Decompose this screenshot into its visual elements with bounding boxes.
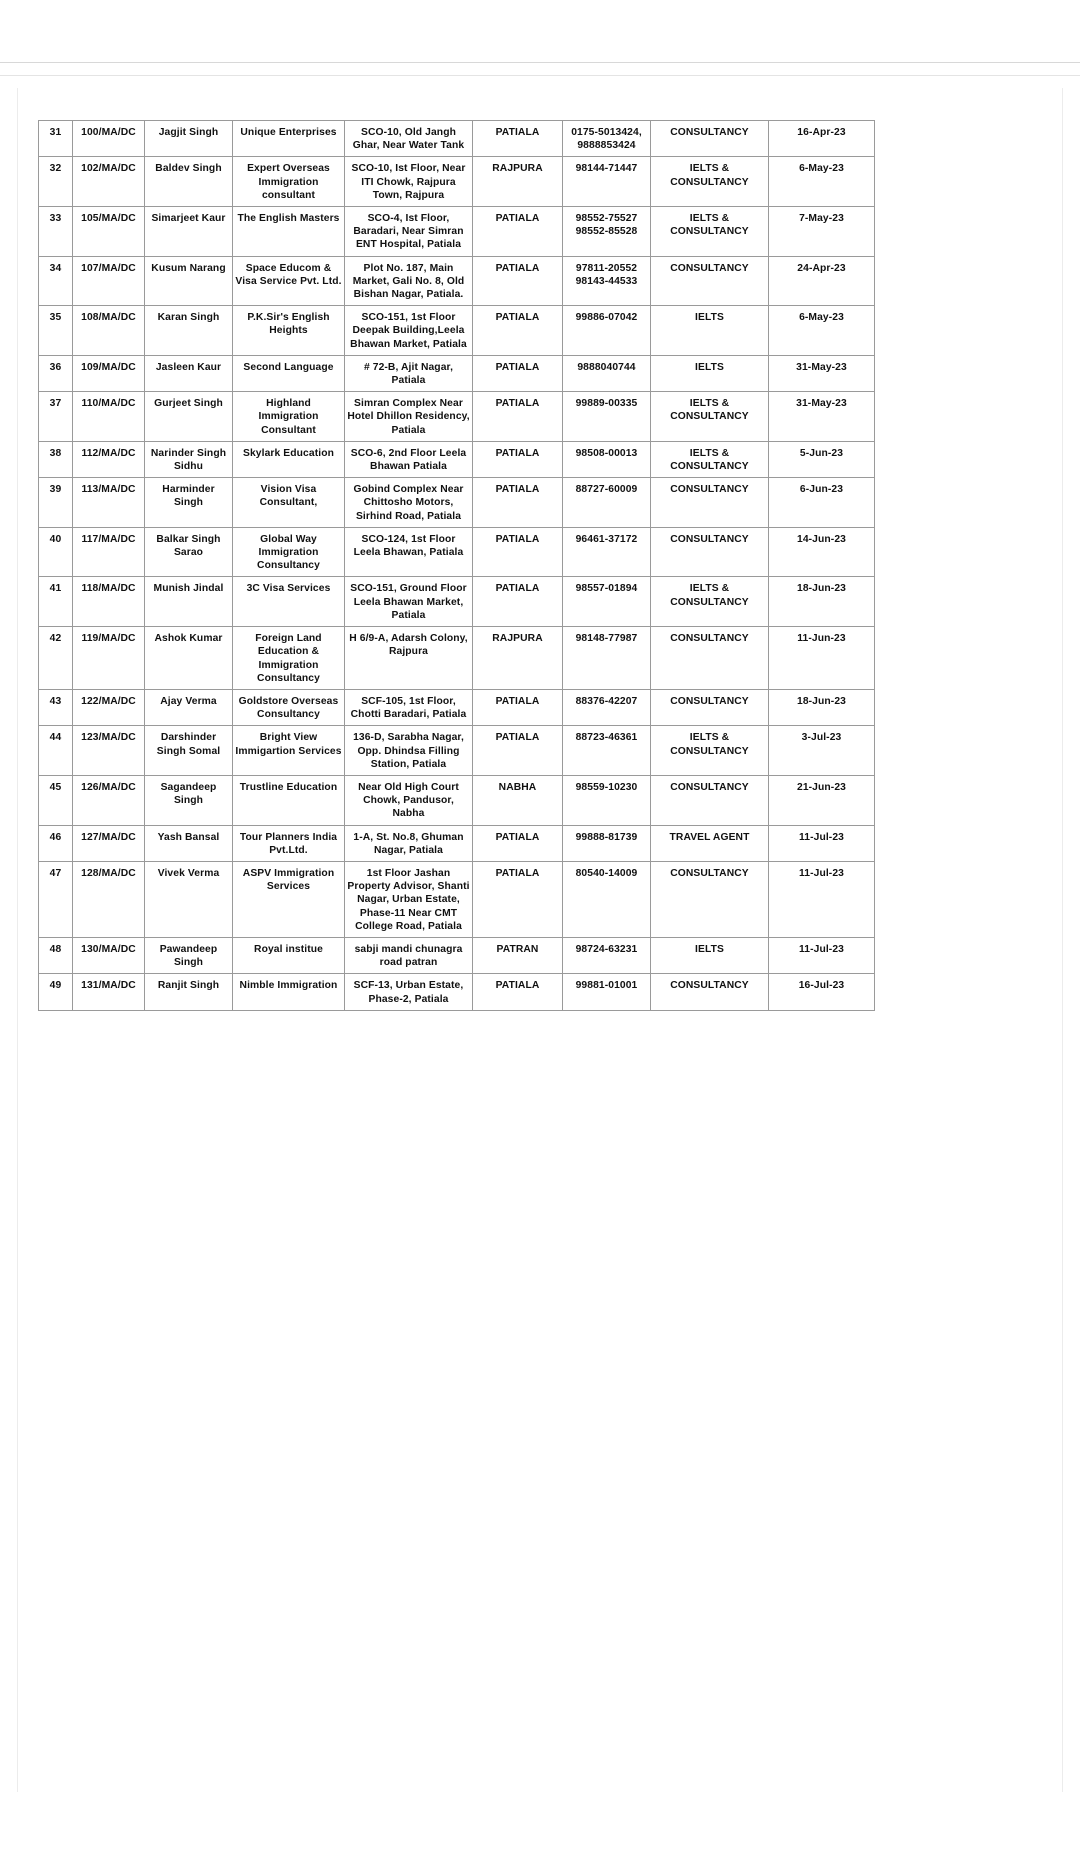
cell-person-name: Munish Jindal — [145, 577, 233, 627]
cell-city: PATRAN — [473, 937, 563, 973]
cell-person-name: Jagjit Singh — [145, 121, 233, 157]
cell-city: PATIALA — [473, 726, 563, 776]
page-margin-line-left — [17, 88, 18, 1792]
cell-service: TRAVEL AGENT — [651, 825, 769, 861]
cell-address: sabji mandi chunagra road patran — [345, 937, 473, 973]
cell-service: CONSULTANCY — [651, 775, 769, 825]
cell-address: SCF-13, Urban Estate, Phase-2, Patiala — [345, 974, 473, 1010]
cell-phone: 88723-46361 — [563, 726, 651, 776]
cell-city: RAJPURA — [473, 627, 563, 690]
cell-person-name: Simarjeet Kaur — [145, 207, 233, 257]
cell-service: IELTS — [651, 355, 769, 391]
cell-firm-name: Royal institue — [233, 937, 345, 973]
cell-firm-name: Global Way Immigration Consultancy — [233, 527, 345, 577]
table-row — [39, 937, 875, 973]
cell-phone: 99881-01001 — [563, 974, 651, 1010]
table-row — [39, 726, 875, 776]
cell-person-name: Jasleen Kaur — [145, 355, 233, 391]
cell-registration-no: 109/MA/DC — [73, 355, 145, 391]
cell-phone: 0175-5013424, 9888853424 — [563, 121, 651, 157]
table-row — [39, 355, 875, 391]
cell-city: PATIALA — [473, 825, 563, 861]
cell-date: 6-May-23 — [769, 306, 875, 356]
cell-person-name: Narinder Singh Sidhu — [145, 441, 233, 477]
table-row — [39, 775, 875, 825]
cell-date: 11-Jul-23 — [769, 825, 875, 861]
cell-date: 5-Jun-23 — [769, 441, 875, 477]
cell-service: CONSULTANCY — [651, 121, 769, 157]
cell-sr-no: 35 — [39, 306, 73, 356]
cell-sr-no: 39 — [39, 478, 73, 528]
table-row — [39, 825, 875, 861]
cell-city: PATIALA — [473, 392, 563, 442]
cell-sr-no: 42 — [39, 627, 73, 690]
cell-sr-no: 48 — [39, 937, 73, 973]
table-row — [39, 256, 875, 306]
cell-date: 11-Jul-23 — [769, 861, 875, 937]
cell-firm-name: Unique Enterprises — [233, 121, 345, 157]
cell-person-name: Ranjit Singh — [145, 974, 233, 1010]
cell-city: PATIALA — [473, 577, 563, 627]
cell-service: CONSULTANCY — [651, 527, 769, 577]
cell-address: # 72-B, Ajit Nagar, Patiala — [345, 355, 473, 391]
cell-date: 18-Jun-23 — [769, 577, 875, 627]
cell-registration-no: 123/MA/DC — [73, 726, 145, 776]
table-row — [39, 306, 875, 356]
cell-sr-no: 33 — [39, 207, 73, 257]
table-row — [39, 974, 875, 1010]
cell-person-name: Darshinder Singh Somal — [145, 726, 233, 776]
cell-person-name: Harminder Singh — [145, 478, 233, 528]
cell-person-name: Balkar Singh Sarao — [145, 527, 233, 577]
registration-table-body — [39, 121, 875, 1011]
cell-service: CONSULTANCY — [651, 689, 769, 725]
cell-service: CONSULTANCY — [651, 478, 769, 528]
cell-firm-name: Tour Planners India Pvt.Ltd. — [233, 825, 345, 861]
cell-sr-no: 38 — [39, 441, 73, 477]
cell-person-name: Vivek Verma — [145, 861, 233, 937]
table-row — [39, 527, 875, 577]
cell-address: 1st Floor Jashan Property Advisor, Shanti Nagar, Urban Estate, Phase-11 Near CMT College Road, Patiala — [345, 861, 473, 937]
cell-service: CONSULTANCY — [651, 861, 769, 937]
cell-registration-no: 127/MA/DC — [73, 825, 145, 861]
cell-registration-no: 105/MA/DC — [73, 207, 145, 257]
cell-sr-no: 37 — [39, 392, 73, 442]
cell-registration-no: 108/MA/DC — [73, 306, 145, 356]
cell-registration-no: 110/MA/DC — [73, 392, 145, 442]
cell-firm-name: The English Masters — [233, 207, 345, 257]
cell-phone: 98552-75527 98552-85528 — [563, 207, 651, 257]
cell-date: 16-Apr-23 — [769, 121, 875, 157]
cell-registration-no: 100/MA/DC — [73, 121, 145, 157]
cell-address: SCO-10, Ist Floor, Near ITI Chowk, Rajpura Town, Rajpura — [345, 157, 473, 207]
cell-phone: 99889-00335 — [563, 392, 651, 442]
cell-registration-no: 112/MA/DC — [73, 441, 145, 477]
cell-registration-no: 118/MA/DC — [73, 577, 145, 627]
cell-registration-no: 119/MA/DC — [73, 627, 145, 690]
cell-sr-no: 49 — [39, 974, 73, 1010]
cell-phone: 98148-77987 — [563, 627, 651, 690]
cell-firm-name: Highland Immigration Consultant — [233, 392, 345, 442]
cell-firm-name: 3C Visa Services — [233, 577, 345, 627]
cell-address: SCO-4, Ist Floor, Baradari, Near Simran ENT Hospital, Patiala — [345, 207, 473, 257]
cell-date: 31-May-23 — [769, 355, 875, 391]
cell-phone: 88376-42207 — [563, 689, 651, 725]
cell-phone: 98557-01894 — [563, 577, 651, 627]
cell-city: PATIALA — [473, 478, 563, 528]
cell-address: 136-D, Sarabha Nagar, Opp. Dhindsa Filling Station, Patiala — [345, 726, 473, 776]
cell-city: PATIALA — [473, 355, 563, 391]
table-row — [39, 392, 875, 442]
cell-city: PATIALA — [473, 974, 563, 1010]
registration-table — [38, 120, 875, 1011]
cell-phone: 97811-20552 98143-44533 — [563, 256, 651, 306]
cell-firm-name: Expert Overseas Immigration consultant — [233, 157, 345, 207]
cell-date: 21-Jun-23 — [769, 775, 875, 825]
cell-date: 11-Jun-23 — [769, 627, 875, 690]
cell-address: 1-A, St. No.8, Ghuman Nagar, Patiala — [345, 825, 473, 861]
cell-sr-no: 45 — [39, 775, 73, 825]
cell-address: SCO-151, 1st Floor Deepak Building,Leela Bhawan Market, Patiala — [345, 306, 473, 356]
cell-sr-no: 43 — [39, 689, 73, 725]
cell-service: IELTS & CONSULTANCY — [651, 441, 769, 477]
cell-address: SCO-10, Old Jangh Ghar, Near Water Tank — [345, 121, 473, 157]
cell-registration-no: 113/MA/DC — [73, 478, 145, 528]
cell-sr-no: 31 — [39, 121, 73, 157]
cell-firm-name: Nimble Immigration — [233, 974, 345, 1010]
cell-sr-no: 47 — [39, 861, 73, 937]
cell-firm-name: P.K.Sir's English Heights — [233, 306, 345, 356]
cell-address: SCO-124, 1st Floor Leela Bhawan, Patiala — [345, 527, 473, 577]
cell-city: RAJPURA — [473, 157, 563, 207]
cell-city: PATIALA — [473, 207, 563, 257]
page-top-rule-lower — [0, 75, 1080, 76]
cell-person-name: Pawandeep Singh — [145, 937, 233, 973]
cell-date: 31-May-23 — [769, 392, 875, 442]
cell-firm-name: Goldstore Overseas Consultancy — [233, 689, 345, 725]
cell-address: Near Old High Court Chowk, Pandusor, Nabha — [345, 775, 473, 825]
cell-date: 24-Apr-23 — [769, 256, 875, 306]
cell-date: 7-May-23 — [769, 207, 875, 257]
cell-date: 11-Jul-23 — [769, 937, 875, 973]
cell-sr-no: 34 — [39, 256, 73, 306]
cell-address: Simran Complex Near Hotel Dhillon Residency, Patiala — [345, 392, 473, 442]
cell-date: 16-Jul-23 — [769, 974, 875, 1010]
cell-service: CONSULTANCY — [651, 974, 769, 1010]
table-row — [39, 157, 875, 207]
cell-service: IELTS & CONSULTANCY — [651, 207, 769, 257]
table-row — [39, 478, 875, 528]
cell-phone: 99886-07042 — [563, 306, 651, 356]
cell-date: 14-Jun-23 — [769, 527, 875, 577]
cell-sr-no: 32 — [39, 157, 73, 207]
cell-person-name: Yash Bansal — [145, 825, 233, 861]
table-row — [39, 121, 875, 157]
cell-person-name: Baldev Singh — [145, 157, 233, 207]
table-row — [39, 441, 875, 477]
cell-sr-no: 36 — [39, 355, 73, 391]
cell-city: PATIALA — [473, 689, 563, 725]
cell-service: IELTS & CONSULTANCY — [651, 392, 769, 442]
page-margin-line-right — [1062, 88, 1063, 1792]
cell-date: 6-May-23 — [769, 157, 875, 207]
cell-sr-no: 40 — [39, 527, 73, 577]
registration-table-container — [38, 120, 874, 1011]
cell-firm-name: Bright View Immigartion Services — [233, 726, 345, 776]
cell-person-name: Ashok Kumar — [145, 627, 233, 690]
table-row — [39, 689, 875, 725]
cell-city: PATIALA — [473, 527, 563, 577]
cell-sr-no: 44 — [39, 726, 73, 776]
cell-person-name: Karan Singh — [145, 306, 233, 356]
cell-registration-no: 131/MA/DC — [73, 974, 145, 1010]
cell-sr-no: 46 — [39, 825, 73, 861]
cell-city: PATIALA — [473, 861, 563, 937]
cell-phone: 98508-00013 — [563, 441, 651, 477]
cell-phone: 98144-71447 — [563, 157, 651, 207]
table-row — [39, 207, 875, 257]
cell-registration-no: 102/MA/DC — [73, 157, 145, 207]
cell-person-name: Gurjeet Singh — [145, 392, 233, 442]
table-row — [39, 627, 875, 690]
cell-registration-no: 128/MA/DC — [73, 861, 145, 937]
cell-service: IELTS — [651, 937, 769, 973]
cell-firm-name: Space Educom & Visa Service Pvt. Ltd. — [233, 256, 345, 306]
cell-date: 6-Jun-23 — [769, 478, 875, 528]
cell-phone: 99888-81739 — [563, 825, 651, 861]
cell-person-name: Sagandeep Singh — [145, 775, 233, 825]
cell-service: IELTS & CONSULTANCY — [651, 577, 769, 627]
cell-service: IELTS — [651, 306, 769, 356]
cell-service: IELTS & CONSULTANCY — [651, 726, 769, 776]
cell-address: Gobind Complex Near Chittosho Motors, Sirhind Road, Patiala — [345, 478, 473, 528]
cell-registration-no: 117/MA/DC — [73, 527, 145, 577]
cell-phone: 88727-60009 — [563, 478, 651, 528]
cell-address: SCO-6, 2nd Floor Leela Bhawan Patiala — [345, 441, 473, 477]
cell-address: Plot No. 187, Main Market, Gali No. 8, Old Bishan Nagar, Patiala. — [345, 256, 473, 306]
page-top-rule-upper — [0, 62, 1080, 63]
cell-city: PATIALA — [473, 256, 563, 306]
cell-firm-name: ASPV Immigration Services — [233, 861, 345, 937]
cell-city: PATIALA — [473, 441, 563, 477]
cell-service: CONSULTANCY — [651, 627, 769, 690]
cell-person-name: Kusum Narang — [145, 256, 233, 306]
cell-registration-no: 122/MA/DC — [73, 689, 145, 725]
table-row — [39, 861, 875, 937]
cell-date: 3-Jul-23 — [769, 726, 875, 776]
cell-city: NABHA — [473, 775, 563, 825]
cell-firm-name: Trustline Education — [233, 775, 345, 825]
cell-phone: 98724-63231 — [563, 937, 651, 973]
cell-city: PATIALA — [473, 121, 563, 157]
cell-service: IELTS & CONSULTANCY — [651, 157, 769, 207]
cell-city: PATIALA — [473, 306, 563, 356]
cell-firm-name: Skylark Education — [233, 441, 345, 477]
cell-registration-no: 107/MA/DC — [73, 256, 145, 306]
cell-phone: 98559-10230 — [563, 775, 651, 825]
cell-person-name: Ajay Verma — [145, 689, 233, 725]
cell-firm-name: Second Language — [233, 355, 345, 391]
cell-address: H 6/9-A, Adarsh Colony, Rajpura — [345, 627, 473, 690]
cell-address: SCF-105, 1st Floor, Chotti Baradari, Patiala — [345, 689, 473, 725]
cell-date: 18-Jun-23 — [769, 689, 875, 725]
cell-service: CONSULTANCY — [651, 256, 769, 306]
cell-registration-no: 130/MA/DC — [73, 937, 145, 973]
cell-registration-no: 126/MA/DC — [73, 775, 145, 825]
cell-phone: 96461-37172 — [563, 527, 651, 577]
table-row — [39, 577, 875, 627]
cell-firm-name: Vision Visa Consultant, — [233, 478, 345, 528]
cell-phone: 80540-14009 — [563, 861, 651, 937]
cell-firm-name: Foreign Land Education & Immigration Consultancy — [233, 627, 345, 690]
cell-address: SCO-151, Ground Floor Leela Bhawan Market, Patiala — [345, 577, 473, 627]
cell-phone: 9888040744 — [563, 355, 651, 391]
cell-sr-no: 41 — [39, 577, 73, 627]
